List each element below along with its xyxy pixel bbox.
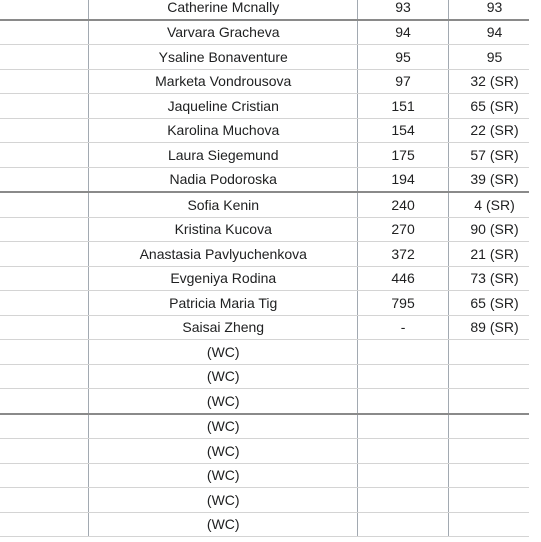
player-name-cell: Patricia Maria Tig [89,291,358,316]
player-name-cell: (WC) [89,340,358,365]
table-row [0,0,541,20]
player-name-cell: (WC) [89,512,358,537]
table-row [0,414,541,439]
player-name-cell: (WC) [89,414,358,439]
rank-cell: 94 [358,20,449,45]
rank-cell [358,414,449,439]
seed-cell [0,217,89,242]
player-name-cell: Karolina Muchova [89,118,358,143]
seed-cell [0,315,89,340]
seed-cell [0,414,89,439]
table-row [0,463,541,488]
entry-rank-cell: 32 (SR) [449,69,541,94]
player-name-cell: Anastasia Pavlyuchenkova [89,242,358,267]
entry-rank-cell: 89 (SR) [449,315,541,340]
table-row [0,192,541,217]
table-row [0,118,541,143]
entry-rank-cell: 90 (SR) [449,217,541,242]
table-row [0,20,541,45]
table-row [0,45,541,70]
seed-cell [0,45,89,70]
table-row [0,242,541,267]
rank-cell [358,463,449,488]
player-name-cell: (WC) [89,364,358,389]
entry-rank-cell [449,364,541,389]
table-row [0,167,541,192]
entry-rank-cell: 57 (SR) [449,143,541,168]
entry-rank-cell [449,439,541,464]
rank-cell: 240 [358,192,449,217]
player-name-cell: Jaqueline Cristian [89,94,358,119]
player-name-cell: Marketa Vondrousova [89,69,358,94]
rank-cell: 93 [358,0,449,20]
seed-cell [0,439,89,464]
player-name-cell: Varvara Gracheva [89,20,358,45]
seed-cell [0,192,89,217]
entry-rank-cell: 65 (SR) [449,94,541,119]
player-name-cell: (WC) [89,463,358,488]
entry-rank-cell: 94 [449,20,541,45]
seed-cell [0,266,89,291]
player-name-cell: Evgeniya Rodina [89,266,358,291]
rank-cell [358,389,449,414]
seed-cell [0,512,89,537]
entry-rank-cell [449,414,541,439]
rank-cell: 175 [358,143,449,168]
table-row [0,340,541,365]
table-row [0,389,541,414]
table-row [0,266,541,291]
entry-rank-cell: 39 (SR) [449,167,541,192]
rank-cell: 795 [358,291,449,316]
player-name-cell: (WC) [89,389,358,414]
table-row [0,512,541,537]
rank-cell [358,439,449,464]
rank-cell [358,364,449,389]
rank-cell: 446 [358,266,449,291]
rank-cell: 151 [358,94,449,119]
seed-cell [0,69,89,94]
table-row [0,217,541,242]
table-row [0,291,541,316]
table-row [0,69,541,94]
rank-cell: 154 [358,118,449,143]
entry-rank-cell [449,463,541,488]
rank-cell [358,340,449,365]
table-row [0,488,541,513]
seed-cell [0,291,89,316]
seed-cell [0,167,89,192]
seed-cell [0,389,89,414]
seed-cell [0,118,89,143]
entry-rank-cell: 22 (SR) [449,118,541,143]
entry-rank-cell [449,488,541,513]
entry-rank-cell: 65 (SR) [449,291,541,316]
rank-cell: 194 [358,167,449,192]
player-name-cell: Sofia Kenin [89,192,358,217]
player-name-cell: (WC) [89,439,358,464]
seed-cell [0,463,89,488]
player-name-cell: Nadia Podoroska [89,167,358,192]
entry-rank-cell: 95 [449,45,541,70]
entry-rank-cell: 21 (SR) [449,242,541,267]
player-name-cell: Kristina Kucova [89,217,358,242]
rank-cell: 95 [358,45,449,70]
seed-cell [0,242,89,267]
table-row [0,143,541,168]
entry-rank-cell [449,512,541,537]
seed-cell [0,364,89,389]
table-row [0,315,541,340]
entry-rank-cell: 4 (SR) [449,192,541,217]
player-name-cell: Saisai Zheng [89,315,358,340]
player-name-cell: Catherine Mcnally [89,0,358,20]
player-name-cell: Laura Siegemund [89,143,358,168]
table-row [0,94,541,119]
table-row [0,364,541,389]
seed-cell [0,0,89,20]
rank-cell [358,488,449,513]
entry-rank-cell [449,340,541,365]
seed-cell [0,488,89,513]
rank-cell: - [358,315,449,340]
rank-cell [358,512,449,537]
player-name-cell: Ysaline Bonaventure [89,45,358,70]
rank-cell: 270 [358,217,449,242]
rank-cell: 97 [358,69,449,94]
seed-cell [0,340,89,365]
entry-rank-cell: 73 (SR) [449,266,541,291]
player-name-cell: (WC) [89,488,358,513]
seed-cell [0,94,89,119]
page-margin [529,0,541,542]
table-row [0,439,541,464]
seed-cell [0,143,89,168]
seed-cell [0,20,89,45]
entry-rank-cell: 93 [449,0,541,20]
rank-cell: 372 [358,242,449,267]
entry-rank-cell [449,389,541,414]
